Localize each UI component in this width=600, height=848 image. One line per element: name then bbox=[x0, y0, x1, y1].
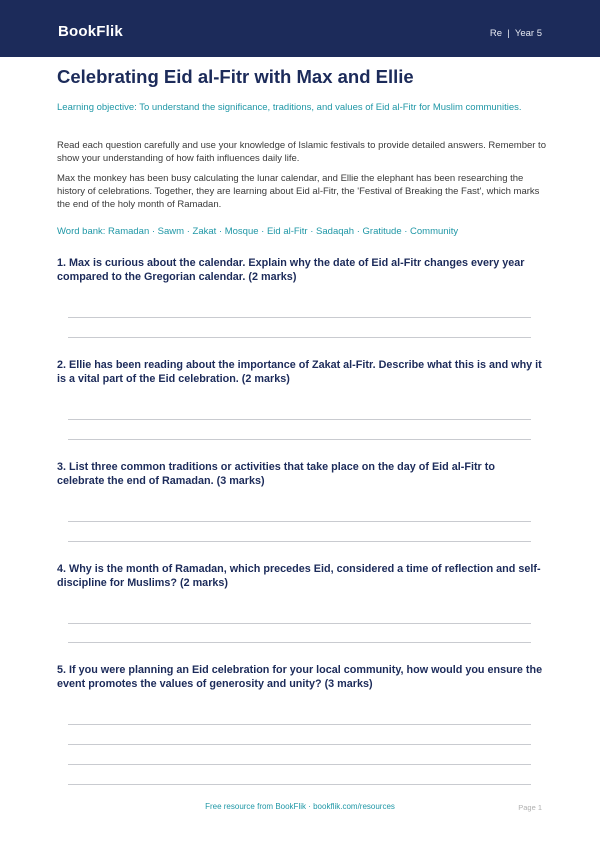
page-number: Page 1 bbox=[518, 803, 542, 812]
answer-line-q4-2[interactable] bbox=[68, 623, 531, 643]
answer-line-q2-2[interactable] bbox=[68, 420, 531, 440]
learning-objective: Learning objective: To understand the significance, traditions, and values of Eid al-Fitr for Muslim communities. bbox=[57, 102, 522, 113]
answer-line-q4-1[interactable] bbox=[68, 604, 531, 624]
answer-line-q5-1[interactable] bbox=[68, 705, 531, 725]
story-intro-text: Max the monkey has been busy calculating the lunar calendar, and Ellie the elephant has been researching the history of celebrations. Together, they are learning about Eid al-Fitr, the 'Festival of Breaking the Fast', which marks the end of the holy month of Ramadan. bbox=[57, 173, 540, 210]
page-header bbox=[0, 0, 600, 57]
answer-line-q3-1[interactable] bbox=[68, 502, 531, 522]
subject-year-label: Re | Year 5 bbox=[489, 28, 542, 39]
answer-line-q5-4[interactable] bbox=[68, 765, 531, 785]
brand-logo[interactable]: BookFlik bbox=[58, 23, 123, 40]
answer-line-q5-2[interactable] bbox=[68, 725, 531, 745]
answer-line-q5-3[interactable] bbox=[68, 745, 531, 765]
question-2: 2. Ellie has been reading about the importance of Zakat al-Fitr. Describe what this is and why it is a vital part of the Eid celebration. (2 marks) bbox=[57, 359, 542, 385]
word-bank: Word bank: Ramadan · Sawm · Zakat · Mosque · Eid al-Fitr · Sadaqah · Gratitude · Community bbox=[57, 226, 459, 237]
answer-line-q1-2[interactable] bbox=[68, 318, 531, 338]
question-5: 5. If you were planning an Eid celebration for your local community, how would you ensure the event promotes the values of generosity and unity? (3 marks) bbox=[57, 664, 543, 690]
answer-line-q3-2[interactable] bbox=[68, 522, 531, 542]
answer-line-q2-1[interactable] bbox=[68, 400, 531, 420]
instructions-text: Read each question carefully and use your knowledge of Islamic festivals to provide detailed answers. Remember to show your understanding of how faith influences daily life. bbox=[57, 140, 546, 164]
question-1: 1. Max is curious about the calendar. Explain why the date of Eid al-Fitr changes every year compared to the Gregorian calendar. (2 marks) bbox=[57, 257, 525, 283]
question-3: 3. List three common traditions or activities that take place on the day of Eid al-Fitr to celebrate the end of Ramadan. (3 marks) bbox=[57, 461, 495, 487]
question-4: 4. Why is the month of Ramadan, which precedes Eid, considered a time of reflection and self-discipline for Muslims? (2 marks) bbox=[57, 563, 541, 589]
answer-line-q1-1[interactable] bbox=[68, 298, 531, 318]
page-title: Celebrating Eid al-Fitr with Max and Ellie bbox=[57, 66, 414, 87]
footer-resource-link[interactable]: Free resource from BookFlik · bookflik.com/resources bbox=[205, 802, 395, 811]
